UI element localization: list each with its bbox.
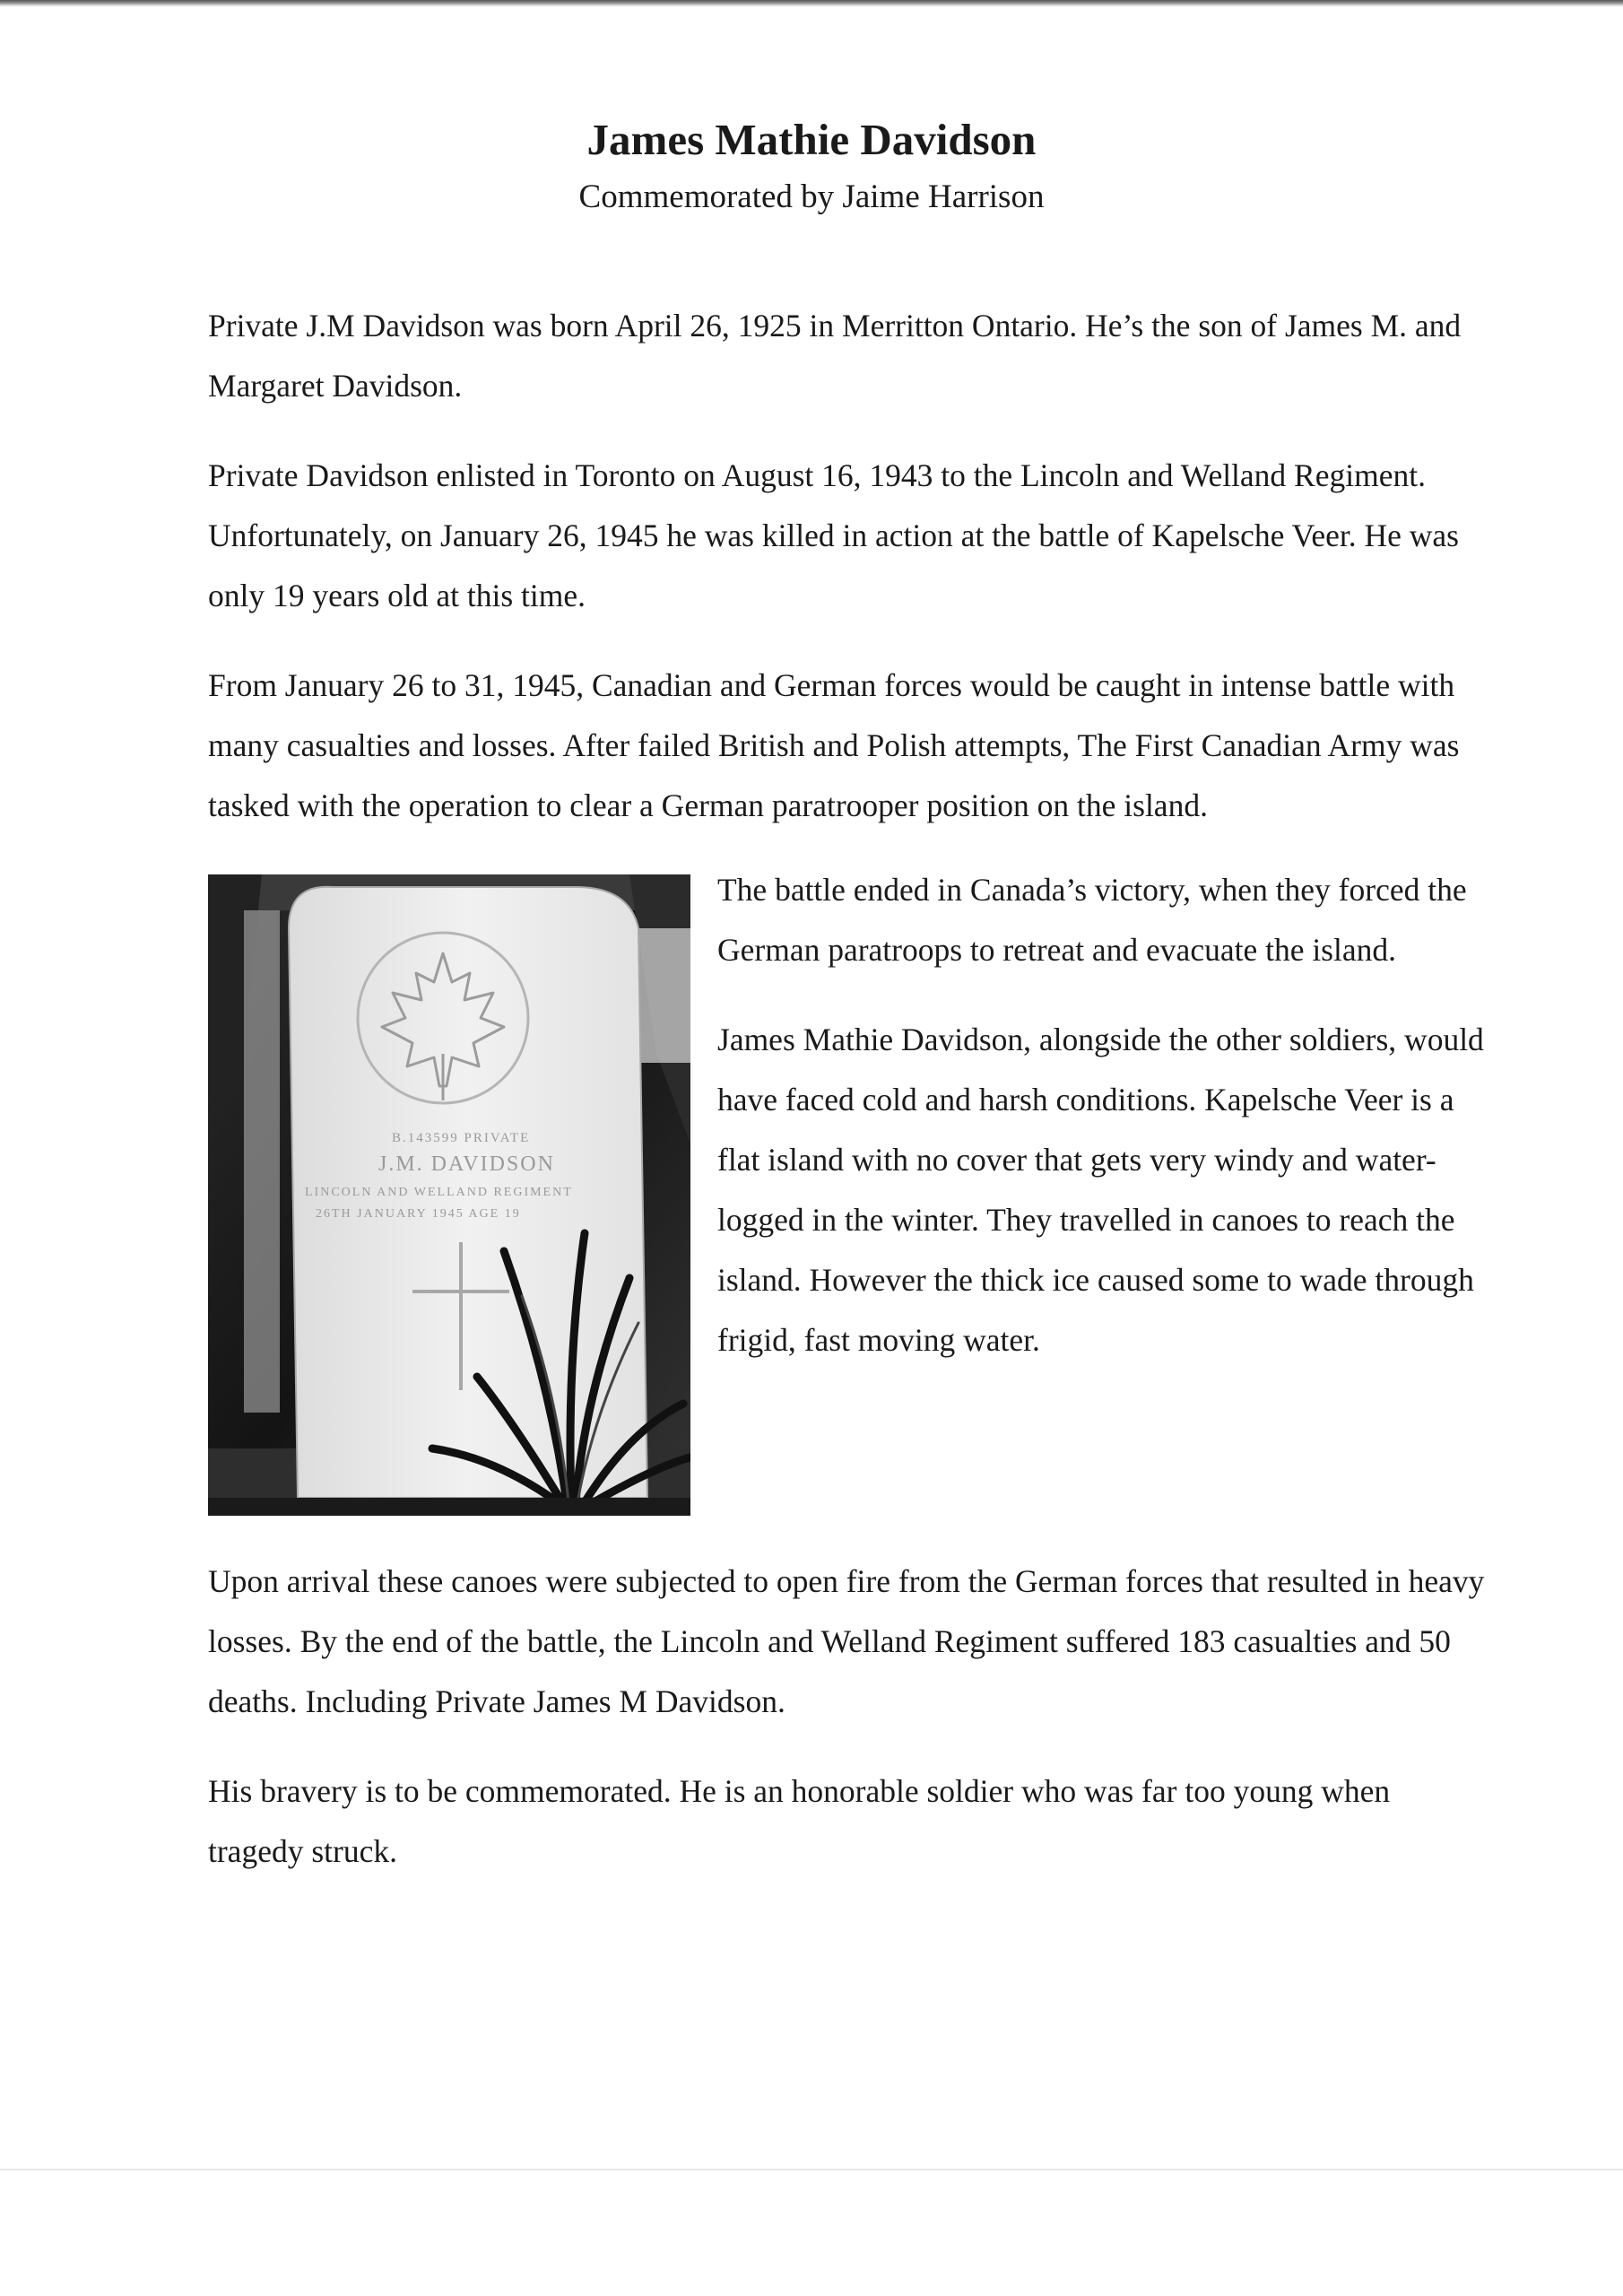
inscription-service-number: B.143599 PRIVATE [392,1131,531,1145]
figure-row [208,860,1490,1516]
inscription-date: 26TH JANUARY 1945 AGE 19 [316,1207,521,1221]
paragraph-commemoration: His bravery is to be commemorated. He is an honorable soldier who was far too young when tragedy struck. [208,1773,1391,1869]
headstone-photo-icon [208,874,690,1516]
paragraph-enlistment: Private Davidson enlisted in Toronto on August 16, 1943 to the Lincoln and Welland Regiment. Unfortunately, on January 26, 1945 he was killed in action at the battle of Kapelsche Veer. He was only 19 years old at this time. [208,457,1459,613]
inscription-name: J.M. DAVIDSON [378,1152,555,1176]
document-header [0,108,1623,222]
scan-top-edge [0,0,1623,7]
paragraph-conditions: James Mathie Davidson, alongside the other soldiers, would have faced cold and harsh conditions. Kapelsche Veer is a flat island with no cover that gets very windy and water-logged in the winter. They travelled in canoes to reach the island. However the thick ice caused some to wade through frigid, fast moving water. [717,1022,1484,1358]
document-body [208,296,1490,1911]
headstone-photo [208,874,690,1516]
paragraph-victory: The battle ended in Canada’s victory, when they forced the German paratroops to retreat and evacuate the island. [717,872,1467,968]
inscription-regiment: LINCOLN AND WELLAND REGIMENT [305,1186,573,1199]
side-column [717,860,1490,1400]
document-subtitle: Commemorated by Jaime Harrison [578,178,1045,215]
scan-fold-line [0,2169,1623,2170]
paragraph-birth: Private J.M Davidson was born April 26, 1925 in Merritton Ontario. He’s the son of James M. and Margaret Davidson. [208,308,1462,404]
paragraph-losses: Upon arrival these canoes were subjected to open fire from the German forces that resulted in heavy losses. By the end of the battle, the Lincoln and Welland Regiment suffered 183 casualties and 50 deaths. Including Private James M Davidson. [208,1563,1485,1719]
paragraph-battle: From January 26 to 31, 1945, Canadian and German forces would be caught in intense battle with many casualties and losses. After failed British and Polish attempts, The First Canadian Army was tasked with the operation to clear a German paratrooper position on the island. [208,667,1460,823]
document-title: James Mathie Davidson [586,115,1037,164]
